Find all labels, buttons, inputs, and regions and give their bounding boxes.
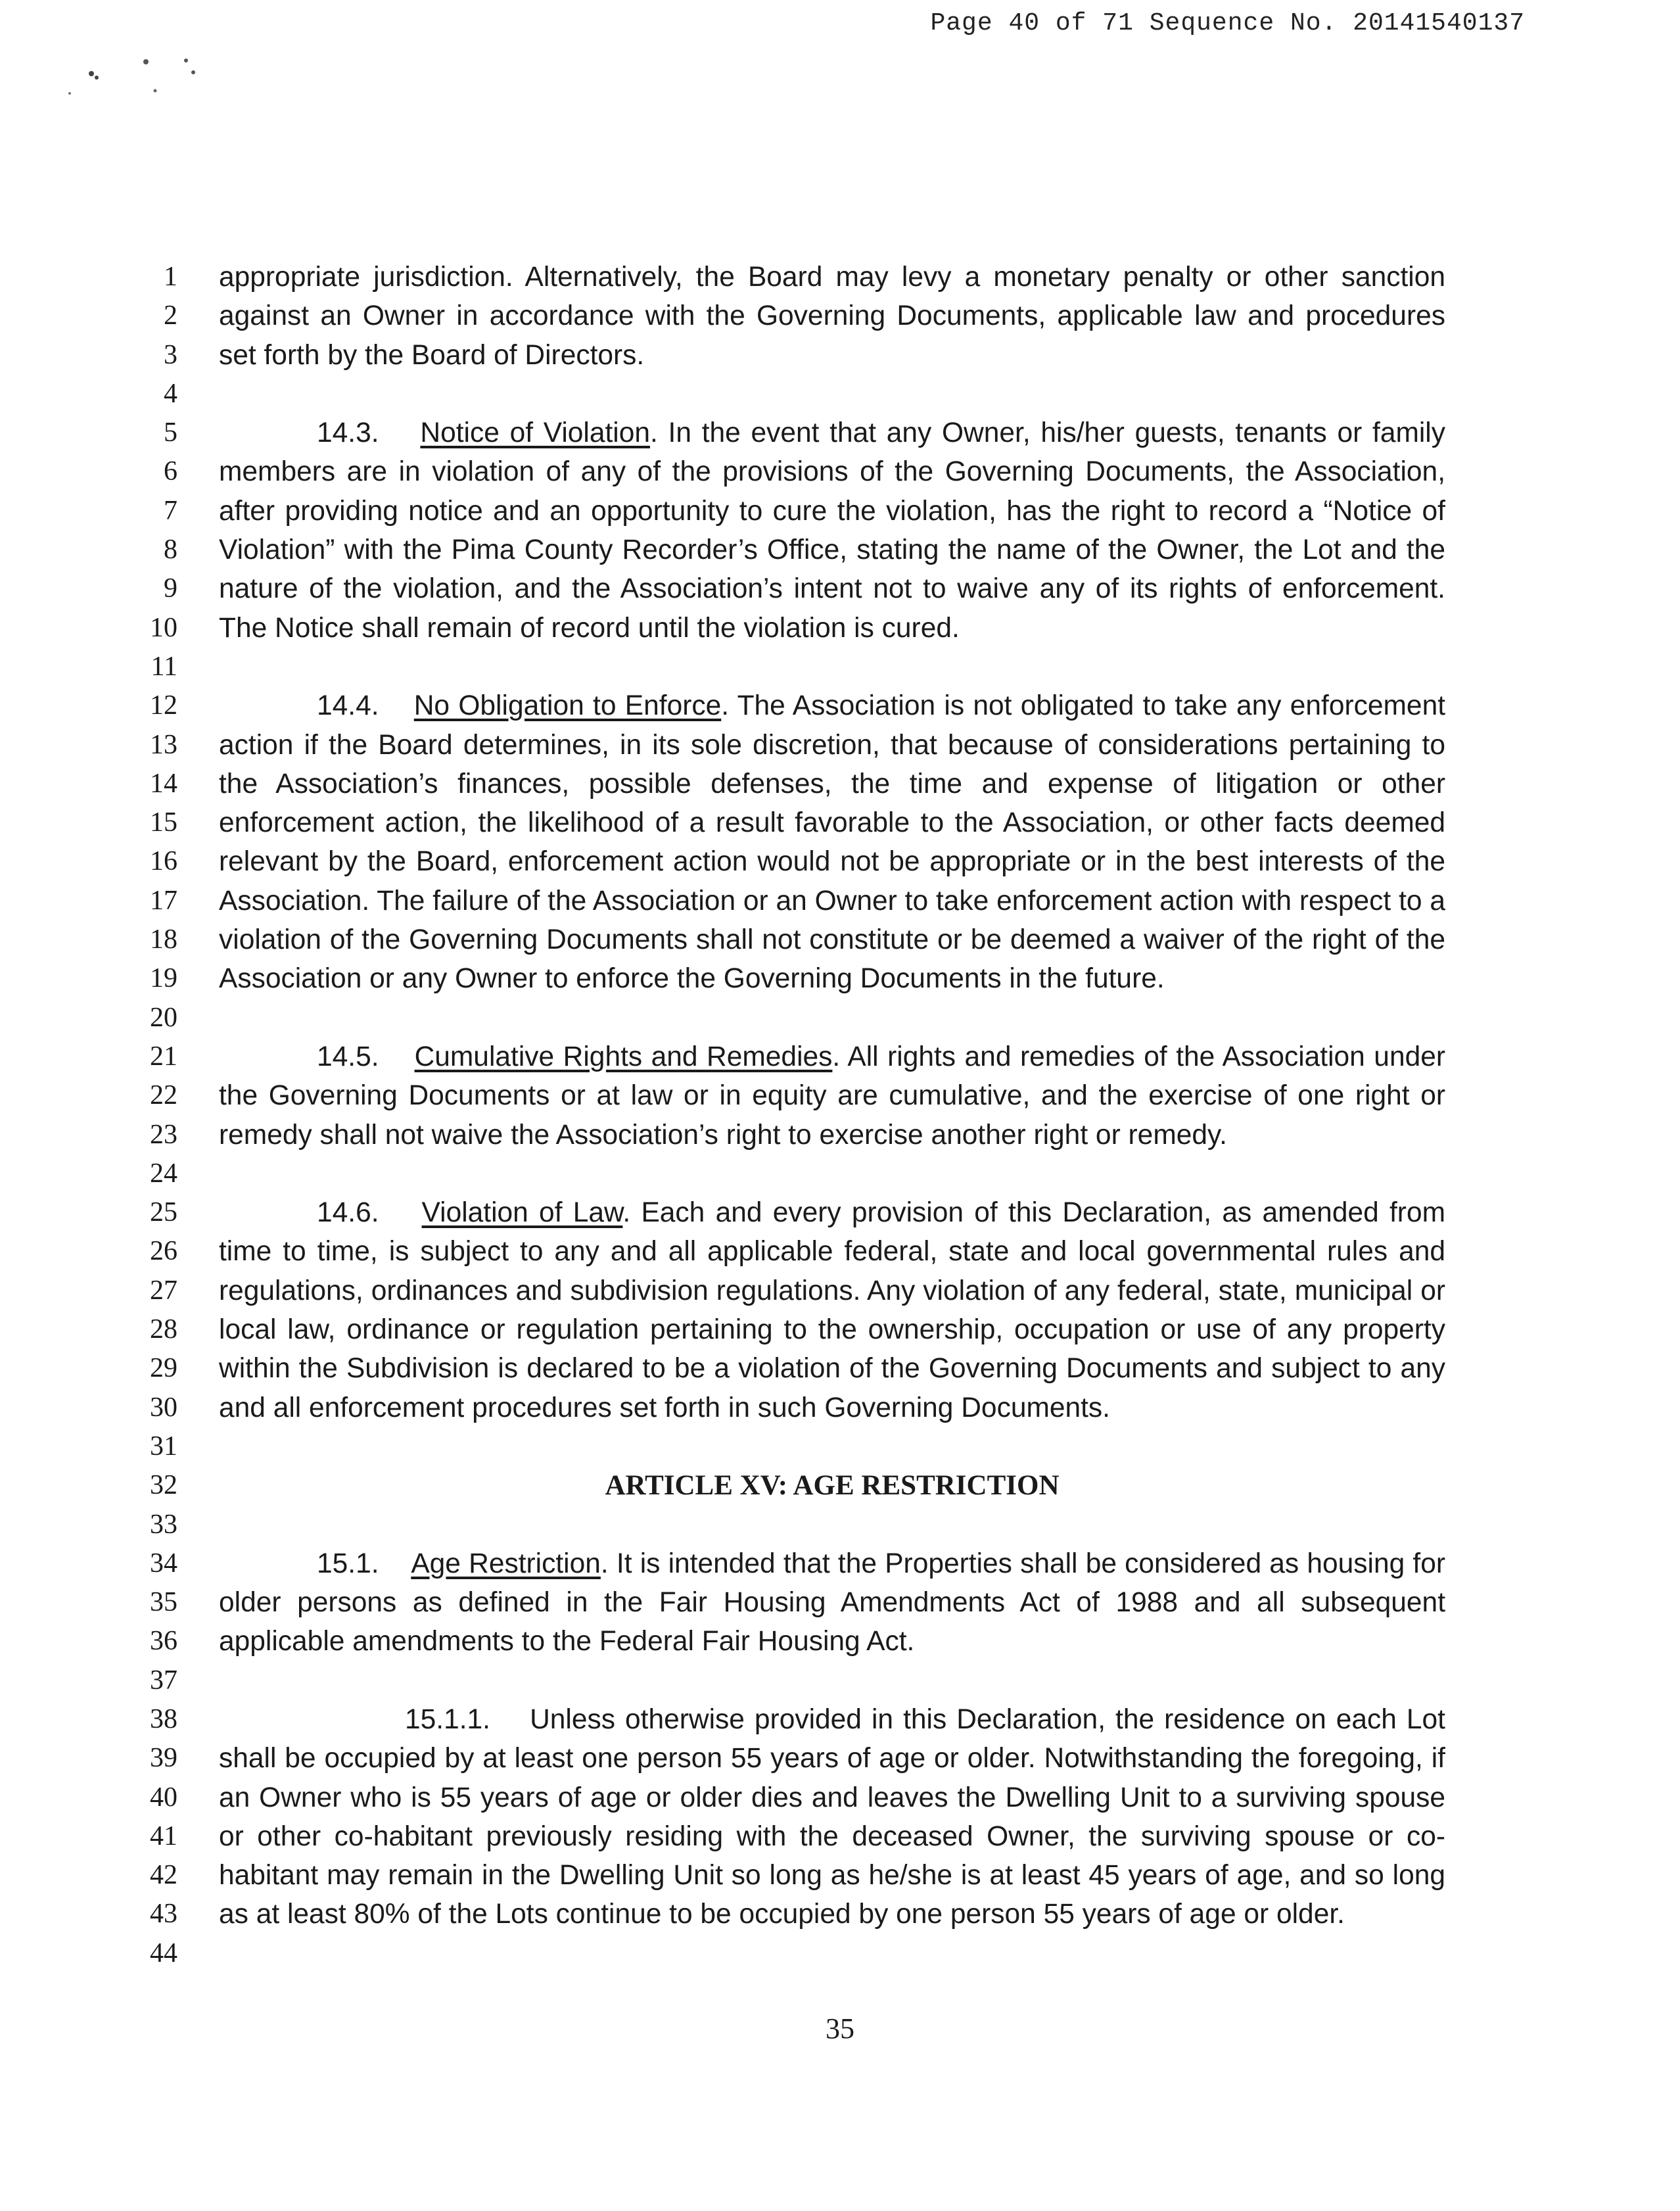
line-number: 2 [164, 300, 177, 331]
line-number: 21 [150, 1041, 177, 1072]
line-number: 3 [164, 339, 177, 370]
line-number: 10 [150, 612, 177, 643]
line-numbers [112, 258, 177, 1973]
section-number: 14.6. [317, 1197, 379, 1229]
line-number: 41 [150, 1820, 177, 1851]
line-number: 29 [150, 1353, 177, 1384]
section-14-6 [219, 1193, 1445, 1427]
line-number: 19 [150, 963, 177, 994]
section-14-3 [219, 414, 1445, 648]
line-number: 7 [164, 495, 177, 526]
section-title: Violation of Law [421, 1197, 623, 1229]
line-number: 18 [150, 924, 177, 955]
line-number: 1 [164, 262, 177, 292]
section-text: . It is intended that the Properties shall be considered as housing for older persons as defined in the Fair Housing Amendments Act of 1988 and all subsequent applicable amendments to the Federal Fair Housing Act. [219, 1548, 1446, 1657]
section-15-1 [219, 1544, 1445, 1661]
section-title: Cumulative Rights and Remedies [414, 1041, 833, 1072]
line-number: 12 [150, 690, 177, 721]
line-number: 39 [150, 1743, 177, 1774]
section-text: . All rights and remedies of the Association under the Governing Documents or at law or in equity are cumulative, and the exercise of one right or remedy shall not waive the Association’s right to exercise another right or remedy. [219, 1041, 1446, 1151]
line-number: 40 [150, 1782, 177, 1813]
line-number: 38 [150, 1703, 177, 1734]
line-number: 35 [150, 1587, 177, 1618]
section-15-1-1 [219, 1700, 1445, 1934]
line-number: 34 [150, 1548, 177, 1579]
section-number: 15.1.1. [405, 1703, 490, 1735]
line-number: 23 [150, 1119, 177, 1150]
line-number: 11 [151, 651, 177, 682]
line-number: 20 [150, 1002, 177, 1033]
line-number: 15 [150, 807, 177, 838]
line-number: 25 [150, 1197, 177, 1228]
line-number: 27 [150, 1275, 177, 1306]
scan-specks [0, 0, 263, 131]
section-number: 14.5. [317, 1041, 379, 1072]
line-number: 33 [150, 1509, 177, 1540]
line-number: 5 [164, 417, 177, 448]
section-title: Age Restriction [411, 1548, 601, 1579]
line-number: 9 [164, 573, 177, 604]
line-number: 17 [150, 885, 177, 916]
line-number: 4 [164, 378, 177, 409]
section-text: . The Association is not obligated to take any enforcement action if the Board determines, in its sole discretion, that because of considerations pertaining to the Association’s finances, possible defenses, the time and expense of litigation or other enforcement action, the likelihood of a result favorable to the Association, or other facts deemed relevant by the Board, enforcement action would not be appropriate or in the best interests of the Association. The failure of the Association or an Owner to take enforcement action with respect to a violation of the Governing Documents shall not constitute or be deemed a waiver of the right of the Association or any Owner to enforce the Governing Documents in the future. [219, 690, 1446, 995]
section-title: No Obligation to Enforce [413, 690, 722, 722]
section-number: 14.4. [317, 690, 379, 722]
line-number: 43 [150, 1899, 177, 1930]
paragraph-continued: appropriate jurisdiction. Alternatively, the Board may levy a monetary penalty or other sanction against an Owner in accordance with the Governing Documents, applicable law and procedures set forth by the Board of Directors. [219, 262, 1445, 371]
line-number: 28 [150, 1314, 177, 1345]
article-heading: ARTICLE XV: AGE RESTRICTION [605, 1470, 1060, 1502]
page-sequence-header: Page 40 of 71 Sequence No. 20141540137 [930, 9, 1525, 37]
line-number: 31 [150, 1431, 177, 1462]
line-number: 16 [150, 846, 177, 877]
line-number: 44 [150, 1938, 177, 1968]
line-number: 30 [150, 1392, 177, 1423]
line-number: 6 [164, 456, 177, 487]
section-text: Unless otherwise provided in this Declaration, the residence on each Lot shall be occupied by at least one person 55 years of age or older. Notwithstanding the foregoing, if an Owner who is 55 years of age or older dies and leaves the Dwelling Unit to a surviving spouse or other co-habitant previously residing with the deceased Owner, the surviving spouse or co-habitant may remain in the Dwelling Unit so long as he/she is at least 45 years of age, and so long as at least 80% of the Lots continue to be occupied by one person 55 years of age or older. [219, 1703, 1445, 1930]
section-number: 14.3. [317, 417, 379, 449]
section-14-4 [219, 686, 1445, 998]
line-number: 13 [150, 729, 177, 760]
page-number: 35 [826, 2012, 854, 2045]
section-text: . Each and every provision of this Declaration, as amended from time to time, is subject to any and all applicable federal, state and local governmental rules and regulations, ordinances and subdivision regulations. Any violation of any federal, state, municipal or local law, ordinance or regulation pertaining to the ownership, occupation or use of any property within the Subdivision is declared to be a violation of the Governing Documents and subject to any and all enforcement procedures set forth in such Governing Documents. [219, 1197, 1445, 1423]
section-14-5 [219, 1037, 1445, 1154]
line-number: 37 [150, 1665, 177, 1696]
line-number: 8 [164, 535, 177, 565]
line-number: 32 [150, 1470, 177, 1501]
line-number: 36 [150, 1626, 177, 1657]
line-number: 22 [150, 1080, 177, 1111]
line-number: 26 [150, 1236, 177, 1267]
line-number: 42 [150, 1860, 177, 1891]
section-text: . In the event that any Owner, his/her guests, tenants or family members are in violation of any of the provisions of the Governing Documents, the Association, after providing notice and an opportunity to cure the violation, has the right to record a “Notice of Violation” with the Pima County Recorder’s Office, stating the name of the Owner, the Lot and the nature of the violation, and the Association’s intent not to waive any of its rights of enforcement. The Notice shall remain of record until the violation is cured. [219, 417, 1446, 644]
section-number: 15.1. [317, 1548, 379, 1579]
line-number: 14 [150, 768, 177, 799]
line-number: 24 [150, 1158, 177, 1189]
document-body [219, 258, 1445, 1973]
section-title: Notice of Violation [420, 417, 651, 449]
